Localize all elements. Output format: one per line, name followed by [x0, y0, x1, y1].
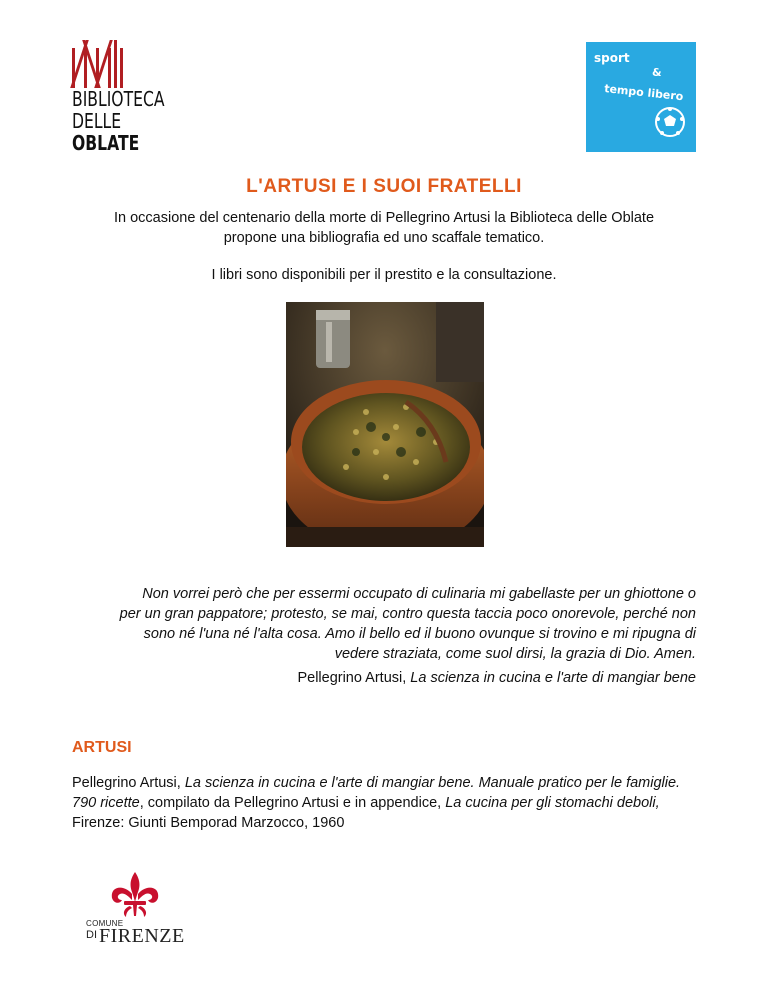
- badge-amp-text: &: [652, 66, 662, 79]
- logo-comune-text: COMUNE: [86, 919, 124, 928]
- citation-author: Pellegrino Artusi,: [297, 670, 411, 686]
- dish-photo: [286, 302, 484, 547]
- availability-note: I libri sono disponibili per il prestito e la consultazione.: [211, 267, 557, 283]
- quote-line-2: per un gran pappatore; protesto, se mai, contro questa taccia poco onorevole, perché non: [119, 606, 696, 622]
- logo-line-biblioteca: BIBLIOTECA: [72, 87, 165, 111]
- citation-work: La scienza in cucina e l'arte di mangiar bene: [410, 670, 696, 686]
- entry-note: , compilato da Pellegrino Artusi e in appendice,: [139, 795, 446, 811]
- section-heading-artusi: ARTUSI: [72, 739, 132, 756]
- badge-tempo-text: tempo libero: [603, 82, 684, 104]
- sport-tempo-libero-badge: [586, 42, 696, 152]
- logo-line-oblate: OBLATE: [72, 131, 140, 155]
- quote-line-1: Non vorrei però che per essermi occupato di culinaria mi gabellaste per un ghiottone o: [142, 586, 696, 602]
- quote-line-3: sono né l'una né l'alta cosa. Amo il bello ed il buono ovunque si trovino e mi ripugna di: [143, 626, 696, 642]
- quote-citation: [60, 668, 696, 688]
- entry-appendix-title: La cucina per gli stomachi deboli,: [445, 795, 660, 811]
- page-title: L'ARTUSI E I SUOI FRATELLI: [246, 176, 522, 197]
- comune-di-firenze-logo: [80, 870, 190, 950]
- fleur-de-lis-icon: [80, 870, 190, 920]
- biblioteca-oblate-logo: [72, 40, 182, 170]
- bibliography-entry: [72, 773, 708, 833]
- intro-paragraph: [60, 208, 708, 248]
- badge-sport-text: sport: [594, 51, 630, 65]
- entry-title: La scienza in cucina e l'arte di mangiar bene. Manuale pratico per le famiglie. 790 ricette: [72, 775, 681, 811]
- artusi-quote: [60, 584, 696, 664]
- logo-line-delle: DELLE: [72, 109, 122, 133]
- logo-mark: [72, 40, 182, 88]
- entry-publisher: Firenze: Giunti Bemporad Marzocco, 1960: [72, 815, 345, 831]
- intro-line-2: propone una bibliografia ed uno scaffale tematico.: [223, 230, 545, 246]
- intro-line-1: In occasione del centenario della morte di Pellegrino Artusi la Biblioteca delle Oblate: [113, 210, 655, 226]
- quote-line-4: vedere straziata, come suol dirsi, la grazia di Dio. Amen.: [334, 646, 696, 662]
- entry-author: Pellegrino Artusi,: [72, 775, 185, 791]
- logo-firenze-text: FIRENZE: [99, 925, 185, 947]
- logo-di-text: DI: [86, 929, 97, 941]
